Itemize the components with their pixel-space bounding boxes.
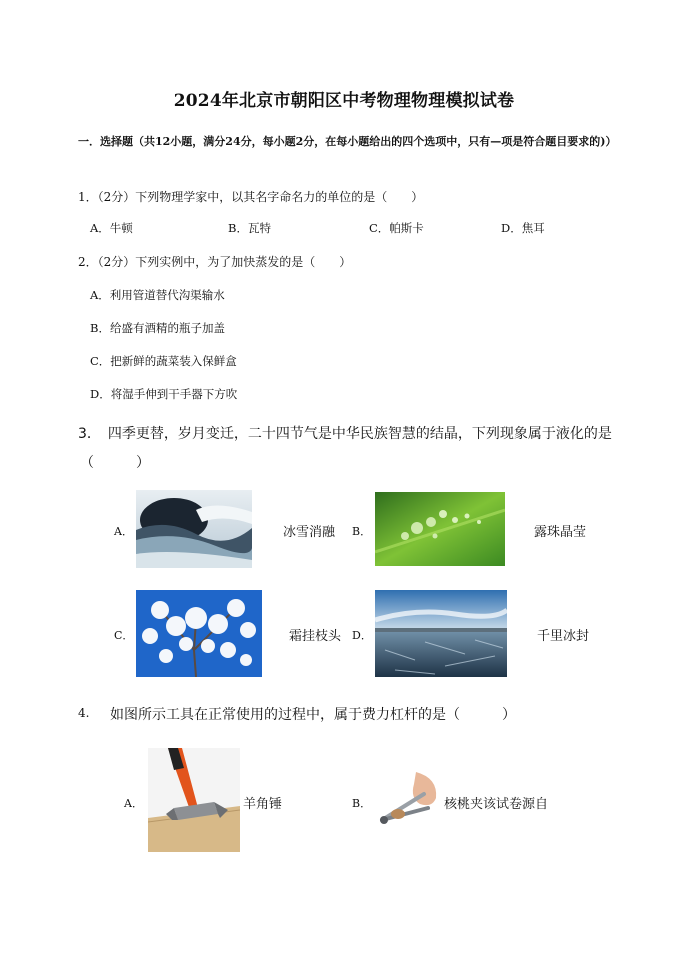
question-4-option-a-caption: 羊角锤 — [243, 797, 283, 812]
question-2-option-c: C．把新鲜的蔬菜装入保鲜盒 — [90, 354, 237, 368]
question-3-stem-line2: （ ） — [80, 455, 150, 471]
question-1-option-d: D．焦耳 — [501, 221, 545, 235]
question-3-option-d-caption: 千里冰封 — [537, 629, 590, 644]
question-3-option-b-caption: 露珠晶莹 — [534, 525, 587, 540]
frost-branches-image — [136, 590, 262, 677]
dew-drops-image — [375, 492, 505, 566]
question-1-stem: 1．（2分）下列物理学家中，以其名字命名力的单位的是（ ） — [78, 190, 424, 204]
question-4-option-b-letter: B． — [352, 797, 372, 810]
nutcracker-image — [376, 768, 442, 830]
question-4-number: 4. — [78, 706, 90, 720]
question-3-option-c-letter: C． — [114, 629, 134, 642]
question-1-option-b: B．瓦特 — [228, 221, 271, 235]
question-2-option-d: D．将湿手伸到干手器下方吹 — [90, 387, 238, 401]
section-heading: 一．选择题（共12小题，满分24分，每小题2分，在每小题给出的四个选项中，只有—项是符合题目要求的)） — [78, 135, 617, 148]
question-3-option-a-letter: A． — [114, 525, 133, 538]
question-3-option-d-letter: D． — [352, 629, 372, 642]
question-1-option-c: C．帕斯卡 — [369, 221, 424, 235]
page-title: 2024年北京市朝阳区中考物理物理模拟试卷 — [173, 91, 515, 111]
question-4-option-b-caption: 核桃夹该试卷源自 — [444, 797, 549, 812]
question-3-stem-line1: 3． 四季更替，岁月变迁，二十四节气是中华民族智慧的结晶，下列现象属于液化的是 — [78, 426, 612, 442]
claw-hammer-image — [148, 748, 240, 852]
frozen-lake-image — [375, 590, 507, 677]
question-3-option-a-caption: 冰雪消融 — [283, 525, 336, 540]
question-3-option-b-letter: B． — [352, 525, 372, 538]
question-2-option-b: B．给盛有酒精的瓶子加盖 — [90, 321, 225, 335]
ice-melting-image — [136, 490, 252, 568]
question-4-option-a-letter: A． — [124, 797, 143, 810]
question-2-option-a: A．利用管道替代沟渠输水 — [90, 288, 225, 302]
question-4-stem: 如图所示工具在正常使用的过程中，属于费力杠杆的是（ ） — [110, 707, 516, 723]
question-3-option-c-caption: 霜挂枝头 — [289, 629, 342, 644]
question-1-option-a: A．牛顿 — [90, 221, 133, 235]
question-2-stem: 2．（2分）下列实例中，为了加快蒸发的是（ ） — [78, 255, 352, 269]
